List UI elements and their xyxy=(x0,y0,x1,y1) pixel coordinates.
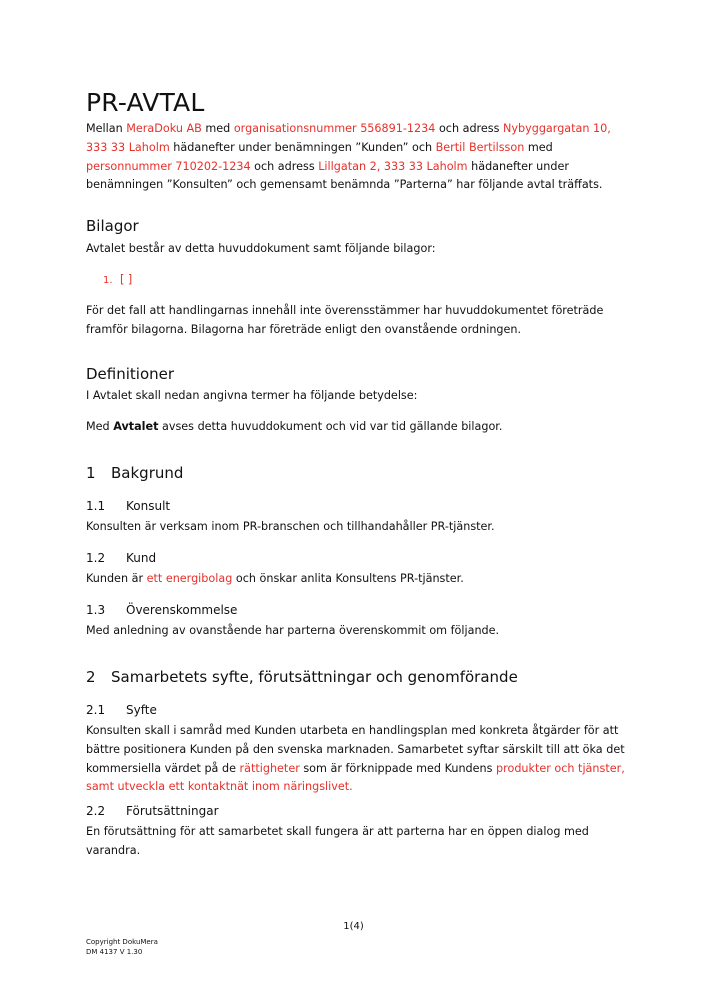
person-name-field: Bertil Bertilsson xyxy=(435,140,525,154)
subsection-1-3-text-block xyxy=(86,622,626,641)
subsection-title: Förutsättningar xyxy=(126,804,219,818)
org-number-field: organisationsnummer 556891-1234 xyxy=(233,122,436,135)
definitioner-heading: Definitioner xyxy=(86,365,175,383)
intro-text: hädanefter under benämningen ”Kunden” och xyxy=(169,140,436,154)
section-title: Samarbetets syfte, förutsättningar och genomförande xyxy=(111,668,518,686)
subsection-1-3-heading xyxy=(86,601,626,619)
definition-avtalet-block xyxy=(86,418,626,437)
definitioner-lead: I Avtalet skall nedan angivna termer ha följande betydelse: xyxy=(86,389,418,402)
section-title: Bakgrund xyxy=(111,464,184,482)
section-1-heading xyxy=(86,463,626,483)
rights-field: rättigheter xyxy=(239,761,300,775)
text-run: som är förknippade med Kundens xyxy=(299,761,497,775)
intro-text: med xyxy=(201,122,234,135)
subsection-title: Kund xyxy=(126,551,157,565)
subsection-2-2-heading xyxy=(86,802,626,820)
subsection-title: Konsult xyxy=(126,499,171,513)
intro-text: hädanefter under benämningen ”Konsulten” och gemensamt benämnda ”Parterna” har följande avtal träffats. xyxy=(86,159,603,192)
bilagor-precedence: För det fall att handlingarnas innehåll inte överensstämmer har huvuddokumentet företräde framför bilagorna. Bilagorna har företräde enligt den ovanstående ordningen. xyxy=(86,304,604,336)
definitioner-section xyxy=(86,364,626,384)
products-field: produkter och tjänster, samt utveckla ett kontaktnät inom näringslivet. xyxy=(86,761,625,794)
section-number: 1 xyxy=(86,464,96,482)
subsection-2-2-text-block xyxy=(86,823,626,861)
definition-suffix: avses detta huvuddokument och vid var tid gällande bilagor. xyxy=(158,420,503,433)
intro-paragraph xyxy=(86,120,626,195)
list-item-number: 1. xyxy=(103,275,113,286)
intro-text: Mellan xyxy=(86,122,127,135)
subsection-2-1-text-block xyxy=(86,722,626,797)
bilagor-section xyxy=(86,216,626,236)
page-number: 1(4) xyxy=(343,921,364,932)
bilagor-lead-block xyxy=(86,240,626,259)
text-run: och önskar anlita Konsultens PR-tjänster. xyxy=(232,572,464,585)
subsection-text xyxy=(86,722,626,797)
document-title: PR-AVTAL xyxy=(86,88,205,117)
subsection-1-2-text-block xyxy=(86,570,626,589)
subsection-1-2-heading xyxy=(86,549,626,567)
definition-prefix: Med xyxy=(86,420,114,433)
subsection-2-1-heading xyxy=(86,701,626,719)
footer-doc-id: DM 4137 V 1.30 xyxy=(86,948,143,956)
section-2-heading xyxy=(86,667,646,687)
bilagor-heading: Bilagor xyxy=(86,217,139,235)
subsection-text: Konsulten är verksam inom PR-branschen och tillhandahåller PR-tjänster. xyxy=(86,520,495,533)
intro-paragraph-block xyxy=(86,120,626,195)
subsection-title: Syfte xyxy=(126,703,157,717)
definition-term: Avtalet xyxy=(113,420,159,433)
subsection-number: 2.1 xyxy=(86,703,106,717)
subsection-number: 2.2 xyxy=(86,804,106,818)
subsection-number: 1.3 xyxy=(86,603,106,617)
section-number: 2 xyxy=(86,668,96,686)
subsection-number: 1.2 xyxy=(86,551,106,565)
subsection-title: Överenskommelse xyxy=(126,603,238,617)
intro-text: och adress xyxy=(250,159,319,173)
subsection-1-1-heading xyxy=(86,497,626,515)
document-title-block xyxy=(86,88,626,118)
company-address-field: Nybyggargatan 10, 333 33 Laholm xyxy=(86,122,611,154)
definition-avtalet xyxy=(86,418,626,437)
person-number-field: personnummer 710202-1234 xyxy=(86,159,251,173)
list-item-text: [ ] xyxy=(120,273,133,286)
text-run: Kunden är xyxy=(86,572,147,585)
definitioner-lead-block xyxy=(86,387,626,406)
list-item xyxy=(103,271,643,290)
person-address-field: Lillgatan 2, 333 33 Laholm xyxy=(318,159,468,173)
footer-copyright: Copyright DokuMera xyxy=(86,938,158,946)
subsection-text: En förutsättning för att samarbetet skall fungera är att parterna har en öppen dialog med varandra. xyxy=(86,825,589,857)
subsection-number: 1.1 xyxy=(86,499,106,513)
intro-text: och adress xyxy=(435,122,504,135)
company-name-field: MeraDoku AB xyxy=(126,122,202,135)
bilagor-lead: Avtalet består av detta huvuddokument samt följande bilagor: xyxy=(86,242,436,255)
subsection-text xyxy=(86,570,626,589)
intro-text: med xyxy=(524,140,553,154)
text-run: Konsulten skall i samråd med Kunden utarbeta en handlingsplan med konkreta åtgärder för att bättre positionera Kunden på den svenska marknaden. Samarbetet syftar särskilt till att öka det kommersiella värdet på de xyxy=(86,724,625,775)
subsection-text: Med anledning av ovanstående har parterna överenskommit om följande. xyxy=(86,624,500,637)
bilagor-precedence-block xyxy=(86,302,626,340)
subsection-1-1-text-block xyxy=(86,518,626,537)
energy-company-field: ett energibolag xyxy=(146,572,233,585)
bilagor-list xyxy=(103,271,643,290)
